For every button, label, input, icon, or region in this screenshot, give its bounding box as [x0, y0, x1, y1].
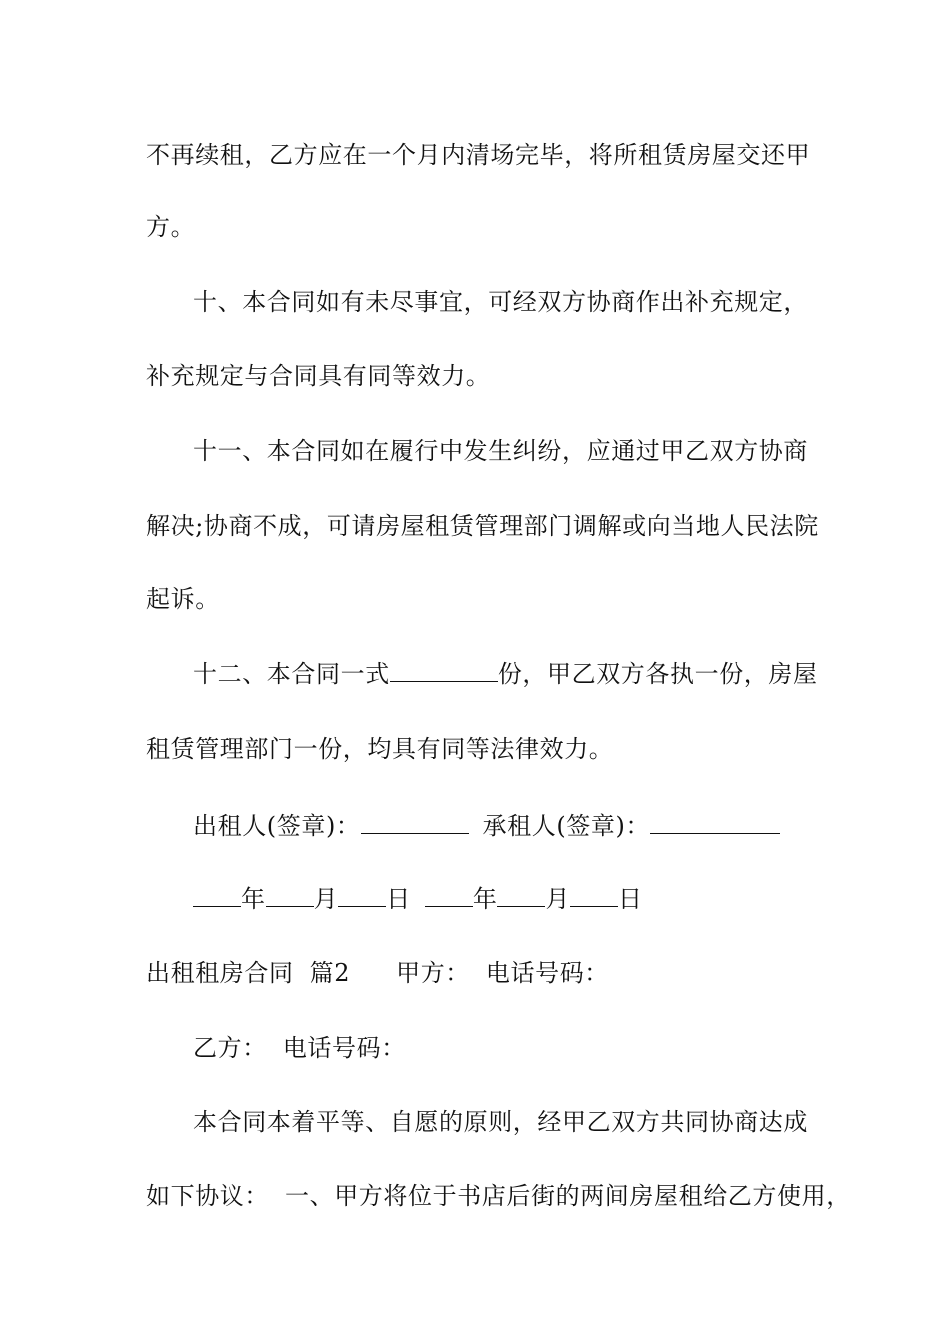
lessor-label: 出租人(签章)：	[193, 812, 361, 840]
year-blank[interactable]	[425, 884, 473, 907]
day-blank[interactable]	[570, 884, 618, 907]
lessee-signature-blank[interactable]	[650, 811, 780, 834]
clause-1-text: 一、甲方将位于书店后街的两间房屋租给乙方使用，	[285, 1182, 851, 1210]
contract-2-heading-line	[146, 958, 609, 988]
paragraph-line: 补充规定与合同具有同等效力。	[146, 362, 491, 390]
party-b-phone-label: 电话号码：	[282, 1034, 406, 1062]
clause-12-text: 十二、本合同一式	[193, 660, 390, 688]
date-line	[193, 884, 643, 914]
clause-12-text-cont: 份，甲乙双方各执一份，房屋	[497, 660, 818, 688]
lessor-signature-blank[interactable]	[361, 811, 469, 834]
paragraph-line: 不再续租，乙方应在一个月内清场完毕，将所租赁房屋交还甲	[146, 141, 811, 169]
party-a-label: 甲方：	[396, 959, 470, 987]
day-label: 日	[618, 885, 643, 913]
year-label: 年	[241, 885, 266, 913]
agreement-line	[146, 1181, 851, 1211]
intro-line: 本合同本着平等、自愿的原则，经甲乙双方共同协商达成	[193, 1108, 808, 1136]
month-label: 月	[545, 885, 571, 913]
clause-10-line: 十、本合同如有未尽事宜，可经双方协商作出补充规定，	[193, 288, 808, 316]
year-blank[interactable]	[193, 884, 241, 907]
paragraph-line: 租赁管理部门一份，均具有同等法律效力。	[146, 735, 614, 763]
contract-title: 出租租房合同	[146, 959, 294, 987]
party-b-line	[193, 1033, 406, 1063]
party-a-phone-label: 电话号码：	[485, 959, 609, 987]
copies-blank[interactable]	[390, 659, 498, 682]
agreement-label: 如下协议：	[146, 1182, 269, 1210]
year-label: 年	[472, 885, 498, 913]
day-blank[interactable]	[338, 884, 386, 907]
day-label: 日	[386, 885, 411, 913]
month-blank[interactable]	[266, 884, 314, 907]
paragraph-line: 解决;协商不成，可请房屋租赁管理部门调解或向当地人民法院	[146, 512, 819, 540]
paragraph-line: 起诉。	[146, 585, 220, 613]
contract-part: 篇2	[309, 959, 351, 987]
month-label: 月	[313, 885, 339, 913]
lessee-label: 承租人(签章)：	[482, 812, 651, 840]
clause-11-line: 十一、本合同如在履行中发生纠纷，应通过甲乙双方协商	[193, 437, 808, 465]
paragraph-line: 方。	[146, 213, 196, 241]
clause-12-line	[193, 659, 818, 689]
party-b-label: 乙方：	[193, 1034, 267, 1062]
signature-line	[193, 811, 780, 841]
month-blank[interactable]	[497, 884, 545, 907]
